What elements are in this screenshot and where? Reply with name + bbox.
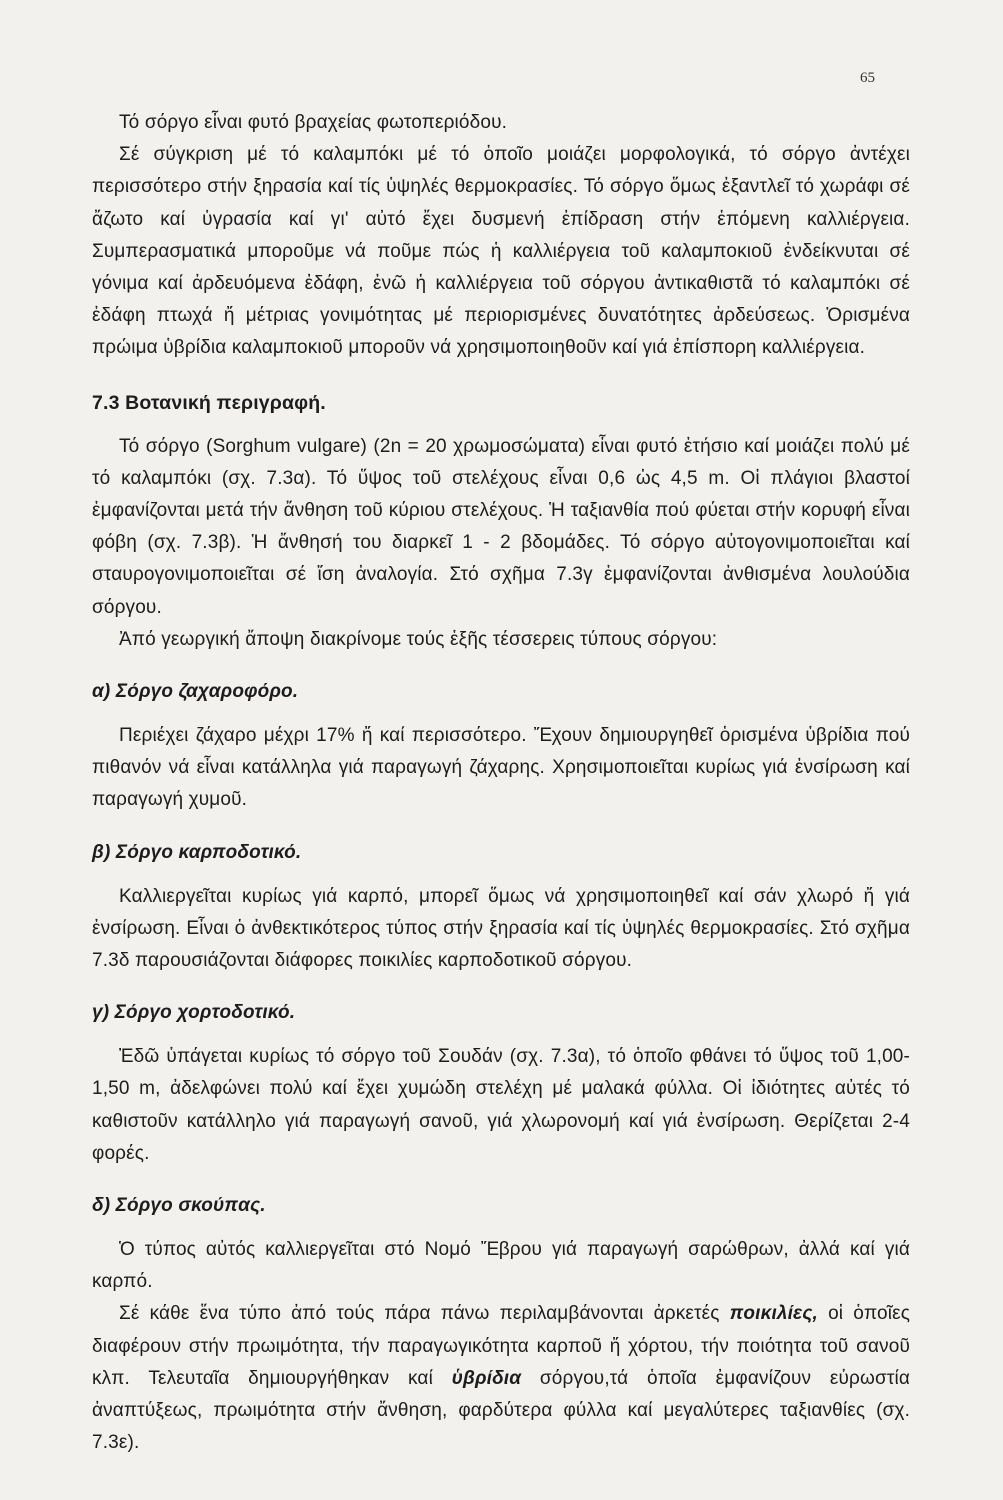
- subheading-forage-sorghum: γ) Σόργο χορτοδοτικό.: [92, 1002, 296, 1024]
- paragraph-botanical-description: Τό σόργο (Sorghum vulgare) (2n = 20 χρωμοσώματα) εἶναι φυτό ἐτήσιο καί μοιάζει πολύ μέ τό καλαμπόκι (σχ. 7.3α). Τό ὕψος τοῦ στελέχους εἶναι 0,6 ὡς 4,5 m. Οἱ πλάγιοι βλαστοί ἐμφανίζονται μετά τήν ἄνθηση τοῦ κύριου στελέχους. Ἡ ταξιανθία πού φύεται στήν κορυφή εἶναι φόβη (σχ. 7.3β). Ἡ ἄνθησή του διαρκεῖ 1 - 2 βδομάδες. Τό σόργο αὐτογονιμοποιεῖται καί σταυρογονιμοποιεῖται σέ ἴση ἀναλογία. Στό σχῆμα 7.3γ ἐμφανίζονται ἀνθισμένα λουλούδια σόργου.: [92, 435, 910, 618]
- subheading-grain-sorghum: β) Σόργο καρποδοτικό.: [92, 841, 302, 863]
- subheading-sugar-sorghum: α) Σόργο ζαχαροφόρο.: [92, 681, 299, 703]
- emphasis-hybrids: ὑβρίδια: [451, 1367, 522, 1389]
- paragraph-photoperiod: Τό σόργο εἶναι φυτό βραχείας φωτοπεριόδου.: [119, 112, 508, 133]
- paragraph-comparison-corn: Σέ σύγκριση μέ τό καλαμπόκι μέ τό ὁποῖο μοιάζει μορφολογικά, τό σόργο ἀντέχει περισσότερο στήν ξηρασία καί τίς ὑψηλές θερμοκρασίες. Τό σόργο ὅμως ἐξαντλεῖ τό χωράφι σέ ἄζωτο καί ὑγρασία καί γι' αὐτό ἔχει δυσμενή ἐπίδραση στήν ἑπόμενη καλλιέργεια. Συμπερασματικά μποροῦμε νά ποῦμε πώς ἡ καλλιέργεια τοῦ καλαμποκιοῦ ἐνδείκνυται σέ γόνιμα καί ἀρδευόμενα ἐδάφη, ἐνῶ ἡ καλλιέργεια τοῦ σόργου ἀντικαθιστᾶ τό καλαμπόκι σέ ἐδάφη πτωχά ἤ μέτριας γονιμότητας μέ περιορισμένες δυνατότητες ἀρδεύσεως. Ὁρισμένα πρώιμα ὑβρίδια καλαμποκιοῦ μποροῦν νά χρησιμοποιηθοῦν καί γιά ἐπίσπορη καλλιέργεια.: [92, 144, 910, 359]
- subheading-broom-sorghum: δ) Σόργο σκούπας.: [92, 1195, 266, 1217]
- section-heading-botanical-description: 7.3 Βοτανική περιγραφή.: [92, 391, 326, 414]
- emphasis-varieties: ποικιλίες,: [729, 1303, 818, 1325]
- page-content: [92, 107, 910, 1460]
- paragraph-sugar-sorghum: Περιέχει ζάχαρο μέχρι 17% ἤ καί περισσότερο. Ἔχουν δημιουργηθεῖ ὁρισμένα ὑβρίδια πού πιθανόν νά εἶναι κατάλληλα γιά παραγωγή ζάχαρης. Χρησιμοποιεῖται κυρίως γιά ἐνσίρωση καί παραγωγή χυμοῦ.: [92, 725, 910, 811]
- paragraph-broom-sorghum: Ὁ τύπος αὐτός καλλιεργεῖται στό Νομό Ἔβρου γιά παραγωγή σαρώθρων, ἀλλά καί γιά καρπό.: [92, 1239, 910, 1293]
- varieties-text-middle: οἱ ὁποῖες διαφέρουν στήν πρωιμότητα, τήν παραγωγικότητα καρποῦ ἤ χόρτου, τήν ποιότητα τοῦ σανοῦ κλπ. Τελευταῖα δημιουργήθηκαν καί: [92, 1303, 911, 1389]
- paragraph-varieties-hybrids: [92, 1298, 910, 1459]
- paragraph-four-types-intro: Ἀπό γεωργική ἄποψη διακρίνομε τούς ἑξῆς τέσσερεις τύπους σόργου:: [119, 628, 718, 650]
- varieties-text-end: σόργου,τά ὁποῖα ἐμφανίζουν εὐρωστία ἀναπτύξεως, πρωιμότητα στήν ἄνθηση, φαρδύτερα φύλλα καί μεγαλύτερες ταξιανθίες (σχ. 7.3ε).: [92, 1367, 910, 1454]
- paragraph-grain-sorghum: Καλλιεργεῖται κυρίως γιά καρπό, μπορεῖ ὅμως νά χρησιμοποιηθεῖ καί σάν χλωρό ἤ γιά ἐνσίρωση. Εἶναι ὁ ἀνθεκτικότερος τύπος στήν ξηρασία καί τίς ὑψηλές θερμοκρασίες. Στό σχῆμα 7.3δ παρουσιάζονται διάφορες ποικιλίες καρποδοτικοῦ σόργου.: [92, 885, 910, 972]
- varieties-text-start: Σέ κάθε ἕνα τύπο ἀπό τούς πάρα πάνω περιλαμβάνονται ἀρκετές: [119, 1303, 730, 1325]
- page-number: 65: [860, 70, 875, 86]
- paragraph-forage-sorghum: Ἐδῶ ὑπάγεται κυρίως τό σόργο τοῦ Σουδάν (σχ. 7.3α), τό ὁποῖο φθάνει τό ὕψος τοῦ 1,00-1,50 m, ἀδελφώνει πολύ καί ἔχει χυμώδη στελέχη μέ μαλακά φύλλα. Οἱ ἰδιότητες αὐτές τό καθιστοῦν κατάλληλο γιά παραγωγή σανοῦ, γιά χλωρονομή καί γιά ἐνσίρωση. Θερίζεται 2-4 φορές.: [92, 1046, 910, 1164]
